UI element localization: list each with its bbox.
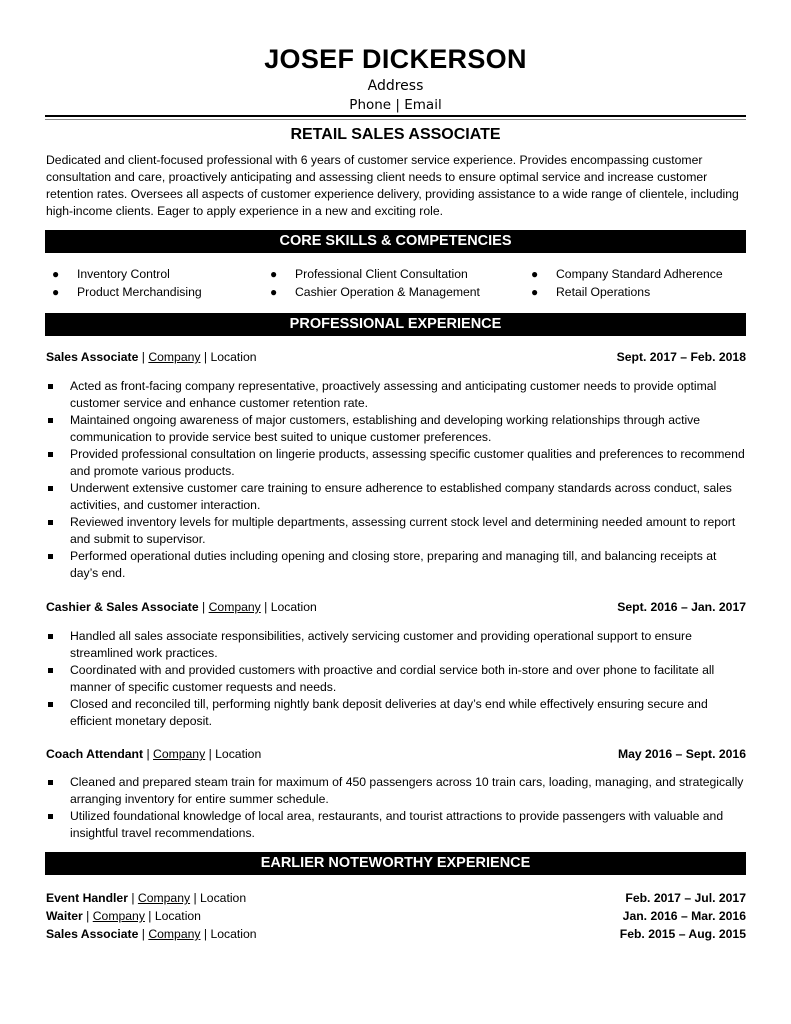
job-title: Cashier & Sales Associate [46,600,199,614]
bullet-item: Coordinated with and provided customers with proactive and cordial service both in-store and over phone to facilitate all manner of specific customer requests and needs. [46,662,746,696]
bullet-item: Underwent extensive customer care training to ensure adherence to established company standards across conduct, sales activities, and customer interaction. [46,480,746,514]
bullet-item: Handled all sales associate responsibilities, actively servicing customer and providing operational support to ensure streamlined work practices. [46,628,746,662]
earlier-job-row: Event Handler | Company | Location Feb. 2017 – Jul. 2017 [46,891,746,905]
job-location: Location [210,350,257,364]
bullet-item: Closed and reconciled till, performing nightly bank deposit deliveries at day’s end while effectively ensuring secure and efficient monetary deposit. [46,696,746,730]
job-title: Event Handler [46,891,128,905]
bullet-item: Acted as front-facing company representative, proactively assessing and anticipating customer needs to provide optimal customer service and enhance customer retention rate. [46,378,746,412]
job-dates: Sept. 2016 – Jan. 2017 [617,600,746,614]
company-name: Company [92,909,145,923]
bullet-item: Provided professional consultation on lingerie products, assessing specific customer qualities and preferences to recommend and promote various products. [46,446,746,480]
skills-section-header: CORE SKILLS & COMPETENCIES [45,230,746,253]
company-name: Company [137,891,191,905]
bullet-item: Maintained ongoing awareness of major customers, establishing and developing working relationships through active communication to provide service best suited to unique customer preferences. [46,412,746,446]
square-bullet-icon [48,554,53,559]
job-dates: May 2016 – Sept. 2016 [617,747,746,761]
job-bullets [46,774,746,842]
bullet-item: Cleaned and prepared steam train for maximum of 450 passengers across 10 train cars, loading, managing, and strategically arranging inventory for entire summer schedule. [46,774,746,808]
square-bullet-icon [48,452,53,457]
square-bullet-icon [48,814,53,819]
job-dates: Sept. 2017 – Feb. 2018 [616,350,746,364]
square-bullet-icon [48,418,53,423]
job-bullets [46,628,746,730]
company-name: Company [148,927,201,941]
square-bullet-icon [48,384,53,389]
address-line: Address [367,78,424,94]
job-location: Location [154,909,201,923]
summary-paragraph: Dedicated and client-focused professional with 6 years of customer service experience. Provides encompassing customer consultation and care, proactively anticipating and assessing client needs to ensure optimal service and increase customer retention rates. Oversees all aspects of customer experience delivery, providing assistance to a wide range of clientele, including high-income clients. Eager to apply experience in a new and exciting role. [46,153,739,218]
square-bullet-icon [48,702,53,707]
job-dates: Jan. 2016 – Mar. 2016 [622,909,746,923]
bullet-dot-icon: ● [270,285,278,299]
skill-item: ● Cashier Operation & Management [270,285,480,299]
job-location: Location [210,927,257,941]
bullet-dot-icon: ● [531,267,539,281]
skill-item: ● Company Standard Adherence [531,267,723,281]
skill-item: ● Professional Client Consultation [270,267,468,281]
job-bullets [46,378,746,582]
job-title: Waiter [46,909,83,923]
bullet-dot-icon: ● [270,267,278,281]
header-divider-thin [45,119,746,120]
bullet-item: Utilized foundational knowledge of local area, restaurants, and tourist attractions to provide passengers with valuable and insightful travel recommendations. [46,808,746,842]
job-location: Location [200,891,247,905]
bullet-item: Performed operational duties including opening and closing store, preparing and managing till, and balancing receipts at day’s end. [46,548,746,582]
square-bullet-icon [48,780,53,785]
earlier-job-row: Waiter | Company | Location Jan. 2016 – Mar. 2016 [46,909,746,923]
job-title: Sales Associate [46,350,139,364]
experience-section-header: PROFESSIONAL EXPERIENCE [45,313,746,336]
bullet-item: Reviewed inventory levels for multiple departments, assessing current stock level and determining needed amount to report and submit to supervisor. [46,514,746,548]
skill-item: ● Inventory Control [52,267,170,281]
bullet-dot-icon: ● [531,285,539,299]
skill-item: ● Product Merchandising [52,285,202,299]
company-name: Company [153,747,206,761]
earlier-experience-section-header: EARLIER NOTEWORTHY EXPERIENCE [45,852,746,875]
company-name: Company [148,350,201,364]
earlier-job-row: Sales Associate | Company | Location Feb. 2015 – Aug. 2015 [46,927,746,941]
bullet-dot-icon: ● [52,285,60,299]
square-bullet-icon [48,634,53,639]
bullet-dot-icon: ● [52,267,60,281]
skill-item: ● Retail Operations [531,285,651,299]
job-heading: Sales Associate | Company | Location Sept. 2017 – Feb. 2018 [46,350,746,364]
square-bullet-icon [48,486,53,491]
job-heading: Coach Attendant | Company | Location May 2016 – Sept. 2016 [46,747,746,761]
job-dates: Feb. 2017 – Jul. 2017 [625,891,746,905]
header-divider [45,115,746,117]
square-bullet-icon [48,668,53,673]
job-location: Location [215,747,262,761]
job-dates: Feb. 2015 – Aug. 2015 [619,927,746,941]
company-name: Company [208,600,261,614]
job-title: Coach Attendant [46,747,144,761]
contact-line: Phone | Email [349,97,442,113]
job-location: Location [270,600,317,614]
square-bullet-icon [48,520,53,525]
candidate-name: JOSEF DICKERSON [264,44,527,74]
job-title: Sales Associate [46,927,139,941]
job-heading: Cashier & Sales Associate | Company | Location Sept. 2016 – Jan. 2017 [46,600,746,614]
job-target-title: RETAIL SALES ASSOCIATE [290,126,501,143]
